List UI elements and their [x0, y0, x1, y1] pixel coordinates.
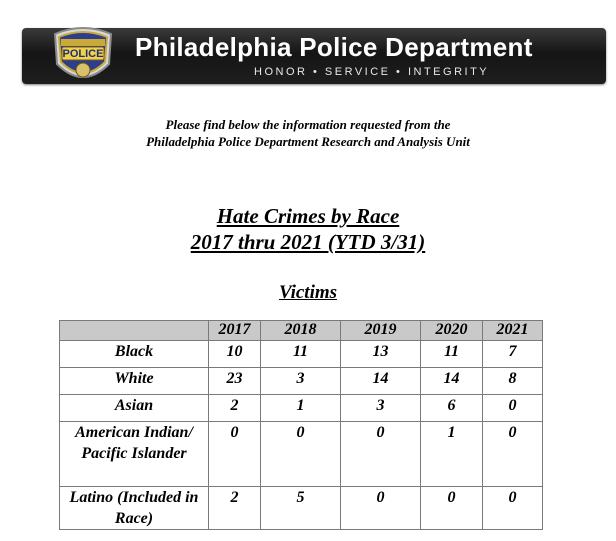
table-cell: 1 — [421, 422, 483, 487]
table-cell: 8 — [483, 368, 543, 395]
report-title-line: Hate Crimes by Race — [216, 204, 400, 228]
table-cell: 2 — [209, 487, 261, 530]
column-header: 2021 — [483, 321, 543, 341]
department-title: Philadelphia Police Department — [135, 32, 533, 62]
department-motto: HONOR • SERVICE • INTEGRITY — [254, 66, 490, 78]
table-row — [60, 487, 543, 530]
table-cell: 0 — [341, 487, 421, 530]
intro-text — [0, 116, 616, 150]
victims-table — [59, 320, 543, 530]
table-cell: 1 — [261, 395, 341, 422]
table-cell: 0 — [483, 422, 543, 487]
column-header: 2018 — [261, 321, 341, 341]
table-cell: 13 — [341, 341, 421, 368]
report-date-range: 2017 thru 2021 (YTD 3/31) — [190, 230, 426, 254]
table-row — [60, 368, 543, 395]
table-row — [60, 341, 543, 368]
table-row — [60, 422, 543, 487]
table-cell: 11 — [421, 341, 483, 368]
table-cell: 0 — [209, 422, 261, 487]
table-cell: 7 — [483, 341, 543, 368]
table-cell: 5 — [261, 487, 341, 530]
intro-line-2: Philadelphia Police Department Research and Analysis Unit — [146, 134, 470, 149]
table-cell: 11 — [261, 341, 341, 368]
table-row — [60, 395, 543, 422]
table-cell: 0 — [261, 422, 341, 487]
header-banner — [22, 28, 606, 84]
table-cell: 0 — [421, 487, 483, 530]
table-cell: 0 — [483, 395, 543, 422]
section-heading: Victims — [278, 282, 338, 303]
table-cell: 2 — [209, 395, 261, 422]
police-badge-logo — [47, 24, 119, 88]
row-label: Asian — [60, 395, 209, 422]
table-cell: 0 — [483, 487, 543, 530]
svg-text:POLICE: POLICE — [62, 48, 104, 60]
row-label: White — [60, 368, 209, 395]
row-label: American Indian/ Pacific Islander — [60, 422, 209, 487]
column-header: 2020 — [421, 321, 483, 341]
report-title — [0, 203, 616, 255]
table-header-row — [60, 321, 543, 341]
table-cell: 0 — [341, 422, 421, 487]
table-cell: 3 — [261, 368, 341, 395]
column-header: 2019 — [341, 321, 421, 341]
row-label: Black — [60, 341, 209, 368]
intro-line-1: Please find below the information requested from the — [165, 117, 451, 132]
column-header: 2017 — [209, 321, 261, 341]
table-cell: 14 — [421, 368, 483, 395]
table-cell: 6 — [421, 395, 483, 422]
table-cell: 10 — [209, 341, 261, 368]
table-cell: 3 — [341, 395, 421, 422]
table-cell: 14 — [341, 368, 421, 395]
table-cell: 23 — [209, 368, 261, 395]
column-header — [60, 321, 209, 341]
row-label: Latino (Included in Race) — [60, 487, 209, 530]
